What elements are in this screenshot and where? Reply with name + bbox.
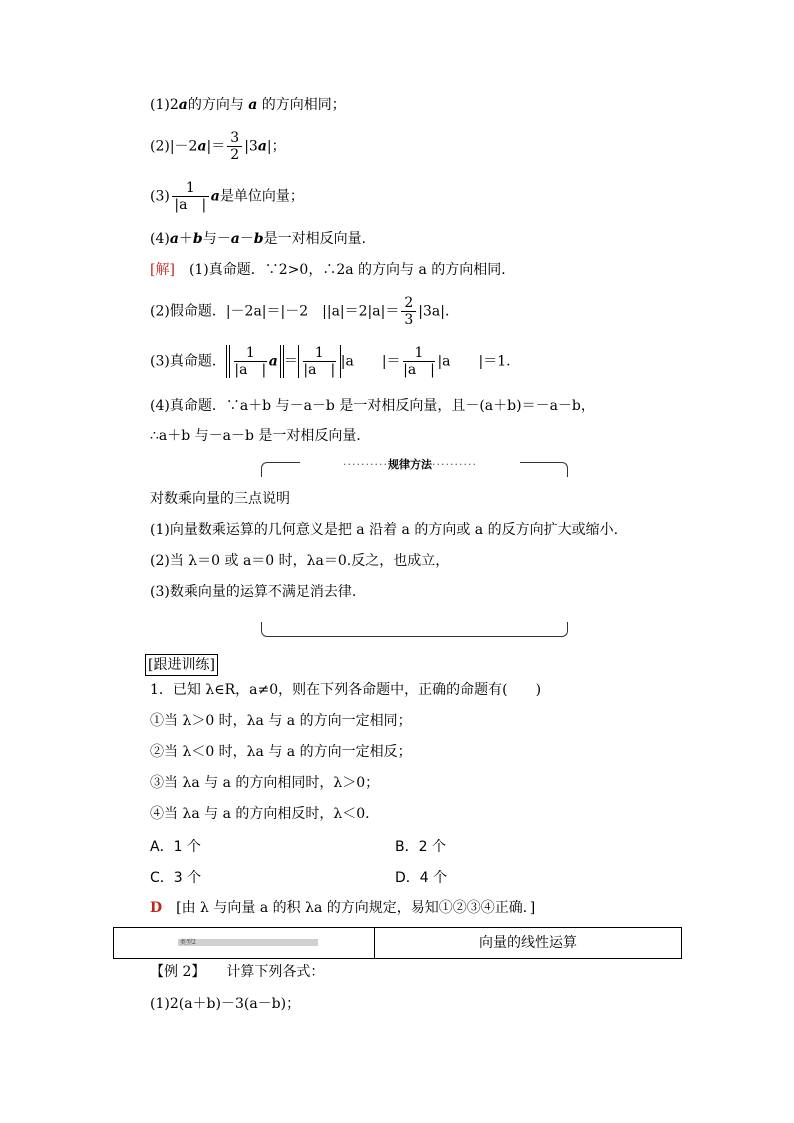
choice-a[interactable]: A．1 个 [150,839,201,855]
section-tag: 类型2 [178,939,318,946]
choice-b[interactable]: B．2 个 [395,839,446,855]
solution-1: [解] (1)真命题．∵2>0，∴2a 的方向与 a 的方向相同． [150,262,516,278]
method-box-title: ··········规律方法·········· [300,456,520,472]
statement-1: (1)2a的方向与 a 的方向相同； [150,97,346,113]
exercise-option-3: ③当 λa 与 a 的方向相同时，λ＞0； [150,775,380,791]
solution-label: [解] [150,262,175,278]
fraction: $\frac{3}{2}$ [227,130,242,163]
solution-5: ∴a＋b 与－a－b 是一对相反向量． [150,428,371,444]
example-item-1: (1)2(a＋b)－3(a－b)； [150,996,301,1012]
choice-c[interactable]: C．3 个 [150,870,202,886]
exercise-question: 1．已知 λ∈R，a≠0，则在下列各命题中，正确的命题有( ) [150,682,542,698]
exercise-option-4: ④当 λa 与 a 的方向相反时，λ＜0. [150,806,370,822]
section-title: 向量的线性运算 [479,935,577,951]
method-point-3: (3)数乘向量的运算不满足消去律. [150,584,357,600]
solution-2: (2)假命题．|－2a|＝|－2 ||a|＝2|a|＝ $\frac{2}{3}$ |3a|. [150,295,450,328]
section-bar [113,927,682,959]
solution-4: (4)真命题．∵a＋b 与－a－b 是一对相反向量，且－(a＋b)＝－a－b， [150,398,595,414]
fraction: $\frac{2}{3}$ [401,295,416,328]
fraction: $\frac{1}{|a |}$ [172,180,209,213]
statement-4: (4)a＋b与－a－b是一对相反向量． [150,231,376,247]
solution-3: (3)真命题． $\frac{1}{|a |}$ a ＝ $\frac{1}{|a |}$ |a |＝ $\frac{1}{|a |}$ |a |＝1. [150,345,511,378]
exercise-option-1: ①当 λ＞0 时，λa 与 a 的方向一定相同； [150,713,412,729]
method-point-2: (2)当 λ＝0 或 a＝0 时，λa＝0.反之，也成立， [150,553,450,569]
choice-d[interactable]: D．4 个 [395,870,448,886]
statement-3: (3) $\frac{1}{|a |}$ a是单位向量； [150,180,304,213]
method-point-1: (1)向量数乘运算的几何意义是把 a 沿着 a 的方向或 a 的反方向扩大或缩小. [150,522,619,538]
exercise-label: [跟进训练] [145,654,218,676]
example-heading: 【例 2】 计算下列各式： [150,964,325,980]
exercise-answer: D [由 λ 与向量 a 的积 λa 的方向规定，易知①②③④正确．] [150,900,536,916]
method-heading: 对数乘向量的三点说明 [150,491,290,507]
method-box-bottom-border [261,622,568,637]
exercise-option-2: ②当 λ＜0 时，λa 与 a 的方向一定相反； [150,744,412,760]
statement-2: (2)|－2a|＝ $\frac{3}{2}$ |3a|； [150,130,286,163]
